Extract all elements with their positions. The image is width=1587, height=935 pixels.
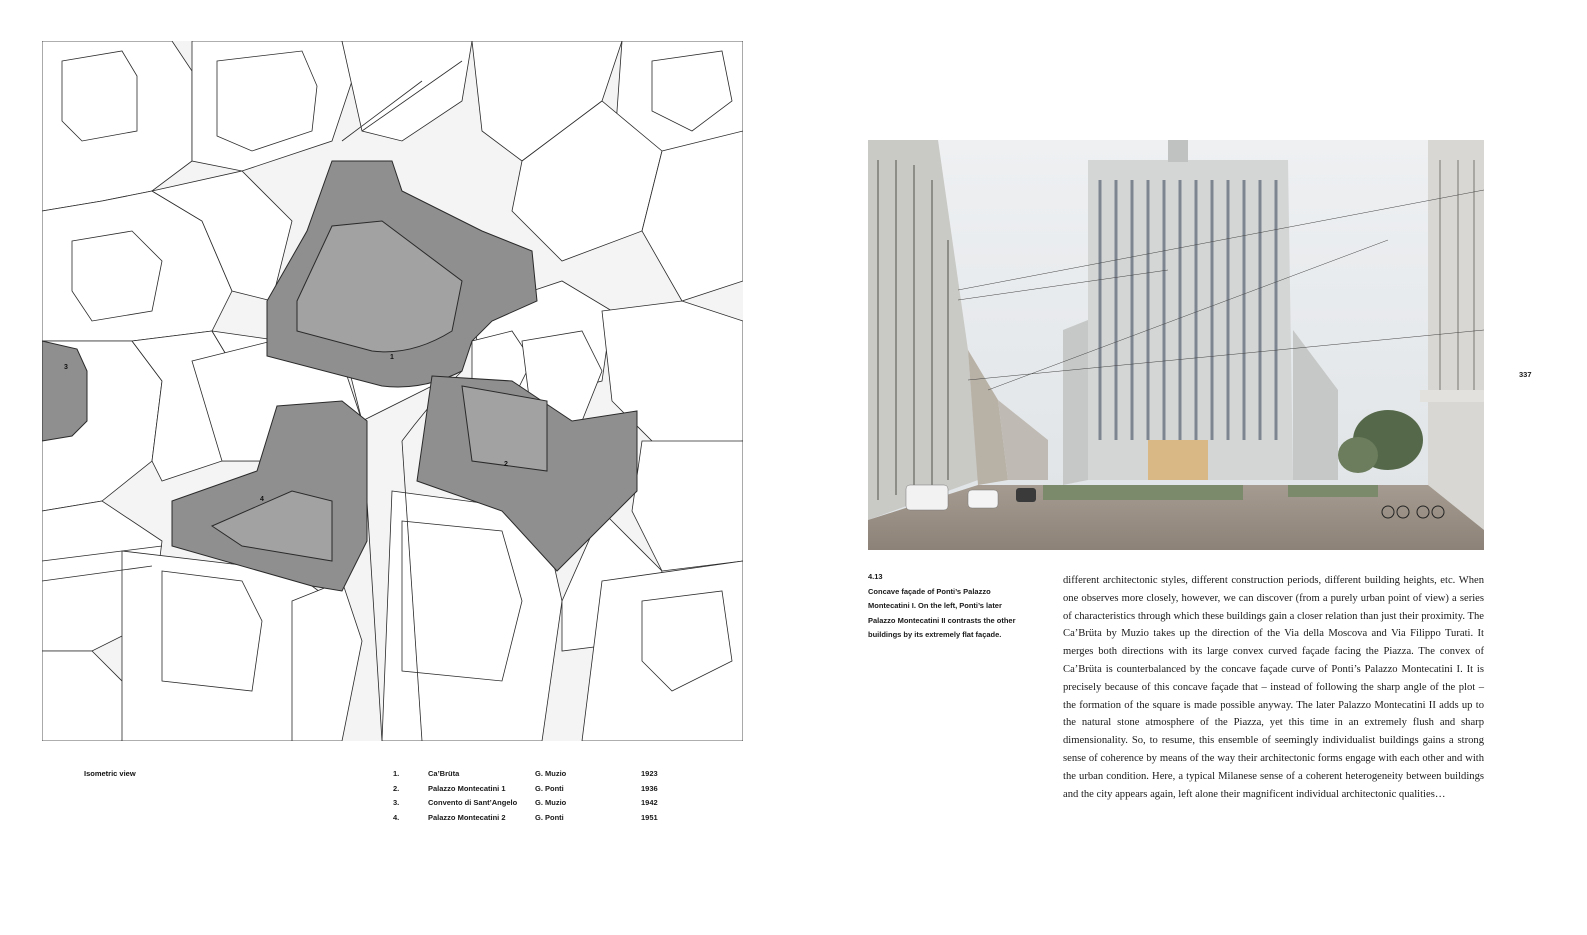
legend-number: 1. [393,769,400,778]
legend-architect: G. Ponti [535,783,564,793]
legend-building-name: Palazzo Montecatini 1 [428,783,506,793]
building-label-4: 4 [260,496,264,503]
figure-caption-photo [868,570,1028,643]
building-label-2: 2 [504,461,508,468]
legend-year: 1936 [641,783,658,793]
legend-architect: G. Muzio [535,798,567,807]
legend-architect: G. Muzio [535,769,567,778]
building-label-3: 3 [64,364,68,371]
context-buildings [42,41,743,741]
legend-year: 1951 [641,812,658,822]
legend-row [393,769,673,784]
legend-year: 1923 [641,769,658,778]
body-text: different architectonic styles, different construction periods, different building heights, etc. When one observes more closely, however, we can discover (from a purely urban point of view) a series of characteristics through which these buildings gain a closer relation than just their proximity. The Ca’Brüta by Muzio takes up the direction of the Via della Moscova and Via Filippo Turati. It merges both directions with its large convex curved façade facing the Piazza. The convex of Ca’Brüta is counterbalanced by the concave façade curve of Ponti’s Palazzo Montecatini I. It is precisely because of this concave façade that – instead of following the sharp angle of the plot – the formation of the square is made possible anyway. The later Palazzo Montecatini II adds up to the natural stone atmosphere of the Piazza, yet this time in an extremely flush and sharp dimensionality. So, to resume, this ensemble of seemingly individualist buildings gains a strong sense of coherence by means of the way their architectonic forms engage with each other and with the urban condition. Here, a typical Milanese sense of a coherent heterogeneity between buildings and the city appears again, left alone their magnificent individual architectonic qualities… [1063,575,1484,800]
figure-number: 4.13 [868,572,883,581]
legend-building-name: Palazzo Montecatini 2 [428,812,506,822]
building-label-1: 1 [390,354,394,361]
legend-building-name: Ca’Brüta [428,769,460,778]
building-legend [393,769,673,827]
legend-row [393,784,673,799]
piazza-photograph [868,140,1484,550]
page-number: 337 [1519,370,1532,379]
figure-caption-text: Concave façade of Ponti’s Palazzo Montecatini I. On the left, Ponti’s later Palazzo Montecatini II contrasts the other buildings by its extremely flat façade. [868,586,1016,639]
legend-year: 1942 [641,798,658,807]
legend-architect: G. Ponti [535,812,564,822]
legend-number: 2. [393,783,400,793]
legend-number: 3. [393,798,400,807]
legend-number: 4. [393,812,400,822]
isometric-view-drawing [42,41,743,741]
figure-caption-isometric: Isometric view [84,769,136,778]
legend-building-name: Convento di Sant’Angelo [428,798,518,807]
legend-row [393,813,673,828]
legend-row [393,798,673,813]
